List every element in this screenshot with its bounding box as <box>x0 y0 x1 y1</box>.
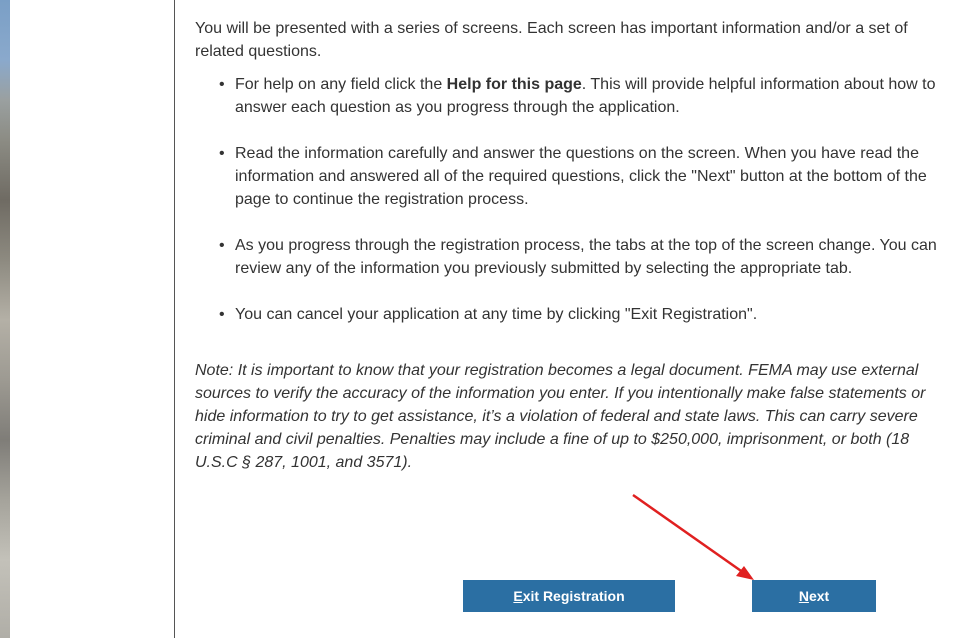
next-label: ext <box>808 588 830 604</box>
exit-label: xit Registration <box>522 588 625 604</box>
item-text-2: Read the information carefully and answer the questions on the screen. When you have read the information and answered all of the required questions, click the "Next" button at the bottom of the page to continue the registration process. <box>235 145 927 208</box>
item-text-3: As you progress through the registration process, the tabs at the top of the screen change. You can review any of the information you previously submitted by selecting the appropriate tab. <box>235 237 937 277</box>
list-item <box>195 142 945 211</box>
list-item <box>195 234 945 280</box>
help-for-this-page-text: Help for this page <box>446 76 582 93</box>
list-item <box>195 303 945 326</box>
legal-note: Note: It is important to know that your registration becomes a legal document. FEMA may use external sources to verify the accuracy of the information you enter. If you intentionally make false statements or hide information to try to get assistance, it’s a violation of federal and state laws. This can carry severe criminal and civil penalties. Penalties may include a fine of up to $250,000, imprisonment, or both (18 U.S.C § 287, 1001, and 3571). <box>195 362 926 471</box>
background-photo-strip <box>0 0 10 638</box>
bullet-icon: • <box>219 306 225 323</box>
instructions-content <box>195 17 945 471</box>
list-item <box>195 73 945 119</box>
exit-accel-letter: E <box>513 588 523 604</box>
item-text-4: You can cancel your application at any time by clicking "Exit Registration". <box>235 306 758 323</box>
next-button[interactable] <box>752 580 876 612</box>
left-panel <box>10 0 175 638</box>
bullet-icon: • <box>219 145 225 162</box>
arrow-head <box>736 566 754 580</box>
exit-registration-button[interactable] <box>463 580 675 612</box>
next-accel-letter: N <box>798 588 809 604</box>
instructions-list <box>195 73 945 326</box>
arrow-line <box>633 495 744 573</box>
item-text-1a: For help on any field click the <box>235 76 447 93</box>
item-text-1b: . This will provide helpful information about how to answer each question as you progress through the application. <box>235 76 936 116</box>
bullet-icon: • <box>219 76 225 93</box>
intro-text: You will be presented with a series of screens. Each screen has important information and/or a set of related questions. <box>195 20 908 60</box>
bullet-icon: • <box>219 237 225 254</box>
